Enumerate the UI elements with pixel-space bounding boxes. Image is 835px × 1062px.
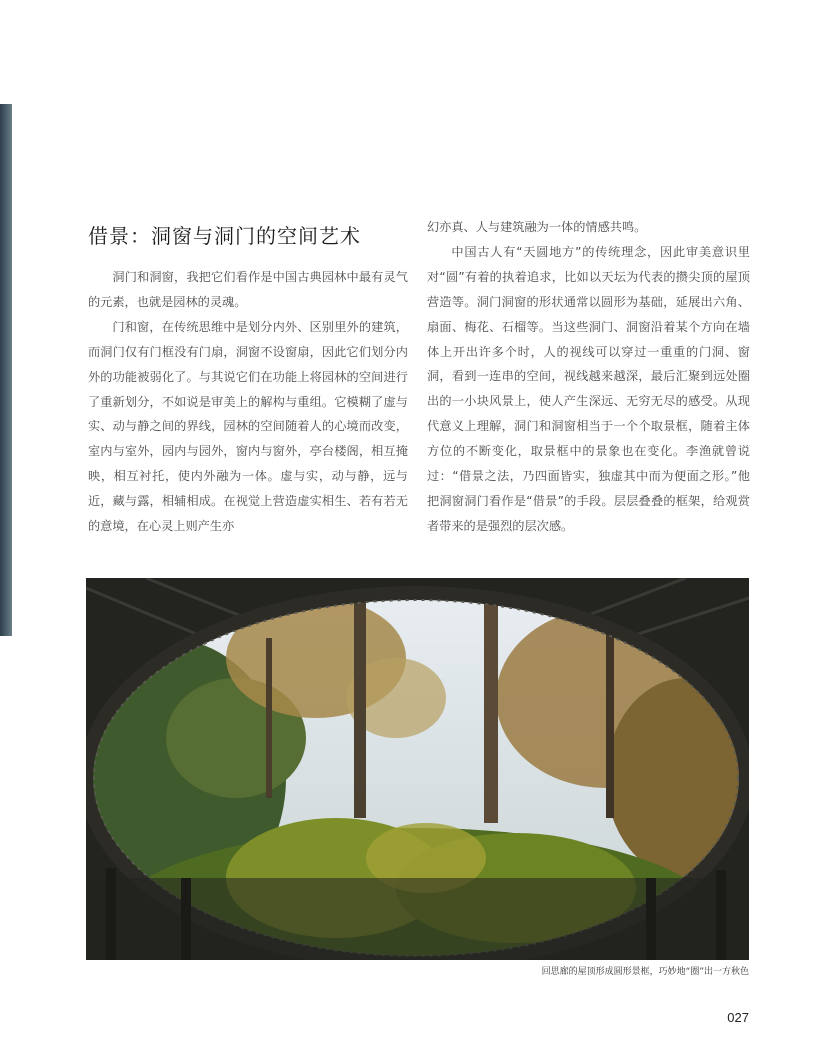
paragraph: 中国古人有“天圆地方”的传统理念，因此审美意识里对“圆”有着的执着追求，比如以天坛为代表的攒尖顶的屋顶营造等。洞门洞窗的形状通常以圆形为基础，延展出六角、扇面、梅花、石榴等。当这些洞门、洞窗沿着某个方向在墙体上开出许多个时，人的视线可以穿过一重重的门洞、窗洞，看到一连串的空间，视线越来越深，最后汇聚到远处圈出的一小块风景上，使人产生深远、无穷无尽的感受。从现代意义上理解，洞门和洞窗相当于一个个取景框，随着主体方位的不断变化，取景框中的景象也在变化。李渔就曾说过：“借景之法，乃四面皆实，独虚其中而为便面之形。”他把洞窗洞门看作是“借景”的手段。层层叠叠的框架，给观赏者带来的是强烈的层次感。 [427,244,750,533]
paragraph: 门和窗，在传统思维中是划分内外、区别里外的建筑，而洞门仅有门框没有门扇，洞窗不设窗扇，因此它们划分内外的功能被弱化了。与其说它们在功能上将园林的空间进行了重新划分，不如说是审美上的解构与重组。它模糊了虚与实、动与静之间的界线，园林的空间随着人的心境而改变，室内与室外，园内与园外，窗内与窗外，亭台楼阁，相互掩映，相互衬托，使内外融为一体。虚与实，动与静，远与近，藏与露，相辅相成。在视觉上营造虚实相生、若有若无的意境，在心灵上则产生亦 [88,319,408,534]
text-column-left [88,265,408,539]
adjacent-page-photo-edge [0,104,12,636]
section-title: 借景：洞窗与洞门的空间艺术 [88,224,361,248]
paragraph: 洞门和洞窗，我把它们看作是中国古典园林中最有灵气的元素，也就是园林的灵魂。 [88,270,408,309]
page-number: 027 [727,1010,749,1025]
paragraph-continuation: 幻亦真、人与建筑融为一体的情感共鸣。 [427,220,647,234]
photo-circular-roof-frame [86,578,749,960]
text-column-right [427,215,750,539]
photo-caption: 回思廊的屋顶形成圆形景框，巧妙地“圈”出一方秋色 [541,967,749,977]
